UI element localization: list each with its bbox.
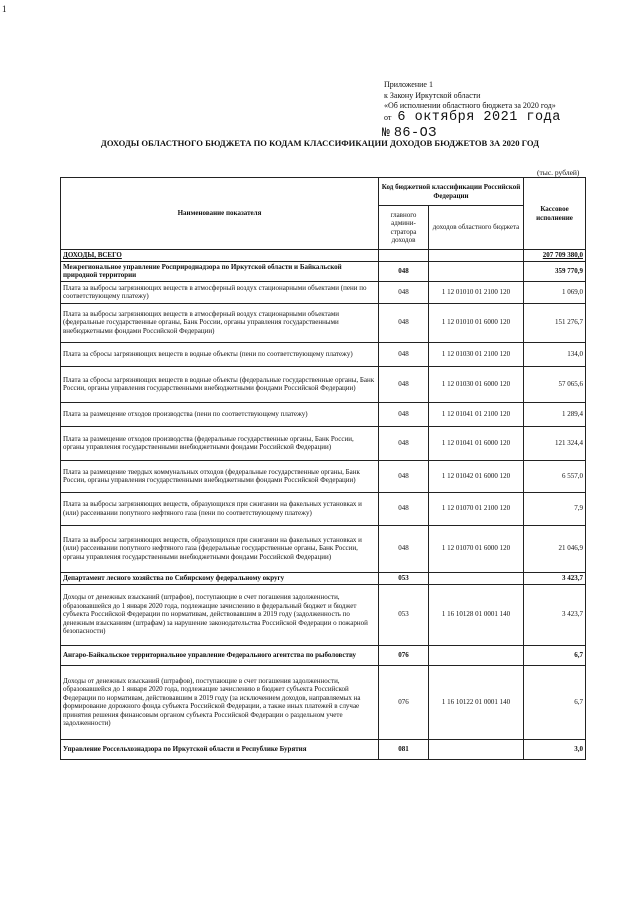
row-name: Межрегиональное управление Росприроднадзора по Иркутской области и Байкальской природной территории <box>61 261 379 281</box>
row-admin-code: 076 <box>379 645 429 665</box>
law-number-handwritten: 86-ОЗ <box>393 126 437 141</box>
row-admin-code: 048 <box>379 426 429 460</box>
row-name: Плата за выбросы загрязняющих веществ, образующихся при сжигании на факельных установках и (или) рассеивании попутного нефтяного газа (пени по соответствующему платежу) <box>61 492 379 525</box>
row-revenue-code <box>429 645 524 665</box>
row-amount: 207 709 380,0 <box>524 250 586 262</box>
row-amount: 151 276,7 <box>524 303 586 342</box>
row-name: Доходы от денежных взысканий (штрафов), поступающие в счет погашения задолженности, образовавшейся до 1 января 2020 года, подлежащие зачислению в бюджет субъекта Российской Федерации по нормативам, действовавшим в 2019 году (за исключением доходов, направляемых на формирование дорожного фонда субъекта Российской Федерации, а также иных платежей в случае принятия решения финансовым органом субъекта Российской Федерации о раздельном учете задолженности) <box>61 665 379 739</box>
corner-mark: 1 <box>2 4 7 14</box>
row-admin-code: 048 <box>379 342 429 366</box>
row-name: Управление Россельхознадзора по Иркутской области и Республике Бурятия <box>61 739 379 759</box>
row-revenue-code: 1 12 01030 01 2100 120 <box>429 342 524 366</box>
row-name: Плата за сбросы загрязняющих веществ в водные объекты (пени по соответствующему платежу) <box>61 342 379 366</box>
revenue-table <box>60 177 586 760</box>
table-row <box>61 492 586 525</box>
row-revenue-code: 1 12 01010 01 6000 120 <box>429 303 524 342</box>
row-admin-code: 048 <box>379 281 429 303</box>
row-amount: 6,7 <box>524 645 586 665</box>
table-row <box>61 739 586 759</box>
date-prefix: от <box>384 113 392 122</box>
row-name: Доходы от денежных взысканий (штрафов), поступающие в счет погашения задолженности, образовавшейся до 1 января 2020 года, подлежащие зачислению в федеральный бюджет и бюджет субъекта Российской Федерации по нормативам, действовавшим в 2019 году (задолженность по денежным взысканиям (штрафам) за нарушение законодательства Российской Федерации о пожарной безопасности) <box>61 584 379 645</box>
table-row <box>61 366 586 402</box>
row-amount: 6 557,0 <box>524 460 586 492</box>
table-row <box>61 645 586 665</box>
row-admin-code: 048 <box>379 303 429 342</box>
appendix-block <box>384 80 556 112</box>
date-handwritten: 6 октября 2021 года <box>397 110 561 125</box>
table-row <box>61 460 586 492</box>
row-admin-code: 081 <box>379 739 429 759</box>
row-name: Ангаро-Байкальское территориальное управление Федерального агентства по рыболовству <box>61 645 379 665</box>
row-revenue-code: 1 12 01041 01 2100 120 <box>429 402 524 426</box>
table-row <box>61 572 586 584</box>
row-revenue-code <box>429 572 524 584</box>
row-revenue-code: 1 16 10128 01 0001 140 <box>429 584 524 645</box>
table-row <box>61 281 586 303</box>
row-amount: 1 289,4 <box>524 402 586 426</box>
row-revenue-code <box>429 261 524 281</box>
row-name: Плата за размещение твердых коммунальных отходов (федеральные государственные органы, Банк России, органы управления государственными внебюджетными фондами Российской Федерации) <box>61 460 379 492</box>
table-row <box>61 426 586 460</box>
row-admin-code: 048 <box>379 402 429 426</box>
header-revenue-code: доходов областного бюджета <box>429 206 524 250</box>
row-revenue-code: 1 12 01042 01 6000 120 <box>429 460 524 492</box>
table-row-total <box>61 250 586 262</box>
appendix-line-3: «Об исполнении областного бюджета за 2020 год» <box>384 101 556 110</box>
row-revenue-code <box>429 250 524 262</box>
row-revenue-code: 1 12 01010 01 2100 120 <box>429 281 524 303</box>
row-revenue-code: 1 12 01041 01 6000 120 <box>429 426 524 460</box>
header-name: Наименование показателя <box>61 178 379 250</box>
row-admin-code: 048 <box>379 366 429 402</box>
row-amount: 1 069,0 <box>524 281 586 303</box>
row-name: ДОХОДЫ, ВСЕГО <box>61 250 379 262</box>
header-amount: Кассовое исполнение <box>524 178 586 250</box>
row-admin-code <box>379 250 429 262</box>
header-admin-code: главного админи-стратора доходов <box>379 206 429 250</box>
header-code-group: Код бюджетной классификации Российской Федерации <box>379 178 524 206</box>
appendix-line-1: Приложение 1 <box>384 80 433 89</box>
row-admin-code: 048 <box>379 525 429 572</box>
row-amount: 3 423,7 <box>524 584 586 645</box>
row-name: Плата за выбросы загрязняющих веществ в атмосферный воздух стационарными объектами (пени по соответствующему платежу) <box>61 281 379 303</box>
table-row <box>61 402 586 426</box>
row-admin-code: 048 <box>379 261 429 281</box>
table-row <box>61 665 586 739</box>
table-row <box>61 584 586 645</box>
table-row <box>61 342 586 366</box>
row-revenue-code: 1 12 01070 01 2100 120 <box>429 492 524 525</box>
row-amount: 3 423,7 <box>524 572 586 584</box>
row-amount: 121 324,4 <box>524 426 586 460</box>
row-amount: 7,9 <box>524 492 586 525</box>
table-row <box>61 261 586 281</box>
row-admin-code: 076 <box>379 665 429 739</box>
row-revenue-code: 1 12 01030 01 6000 120 <box>429 366 524 402</box>
row-revenue-code: 1 16 10122 01 0001 140 <box>429 665 524 739</box>
row-amount: 6,7 <box>524 665 586 739</box>
table-row <box>61 525 586 572</box>
row-admin-code: 053 <box>379 572 429 584</box>
row-amount: 134,0 <box>524 342 586 366</box>
row-name: Плата за выбросы загрязняющих веществ в атмосферный воздух стационарными объектами (федеральные государственные органы, Банк России, органы управления государственными внебюджетными фондами Российской Федерации) <box>61 303 379 342</box>
row-name: Плата за выбросы загрязняющих веществ, образующихся при сжигании на факельных установках и (или) рассеивании попутного нефтяного газа (федеральные государственные органы, Банк России, органы управления государственными внебюджетными фондами Российской Федерации) <box>61 525 379 572</box>
row-admin-code: 048 <box>379 460 429 492</box>
row-amount: 3,0 <box>524 739 586 759</box>
row-name: Плата за размещение отходов производства (пени по соответствующему платежу) <box>61 402 379 426</box>
row-name: Плата за размещение отходов производства (федеральные государственные органы, Банк России, органы управления государственными внебюджетными фондами Российской Федерации) <box>61 426 379 460</box>
row-amount: 57 065,6 <box>524 366 586 402</box>
row-revenue-code <box>429 739 524 759</box>
document-title: ДОХОДЫ ОБЛАСТНОГО БЮДЖЕТА ПО КОДАМ КЛАССИФИКАЦИИ ДОХОДОВ БЮДЖЕТОВ ЗА 2020 ГОД <box>100 138 540 148</box>
row-revenue-code: 1 12 01070 01 6000 120 <box>429 525 524 572</box>
row-amount: 359 770,9 <box>524 261 586 281</box>
row-admin-code: 053 <box>379 584 429 645</box>
row-name: Департамент лесного хозяйства по Сибирскому федеральному округу <box>61 572 379 584</box>
row-admin-code: 048 <box>379 492 429 525</box>
number-prefix: № <box>382 125 390 140</box>
row-amount: 21 046,9 <box>524 525 586 572</box>
units-label: (тыс. рублей) <box>537 168 580 177</box>
table-row <box>61 303 586 342</box>
row-name: Плата за сбросы загрязняющих веществ в водные объекты (федеральные государственные органы, Банк России, органы управления государственными внебюджетными фондами Российской Федерации) <box>61 366 379 402</box>
appendix-line-2: к Закону Иркутской области <box>384 90 481 100</box>
